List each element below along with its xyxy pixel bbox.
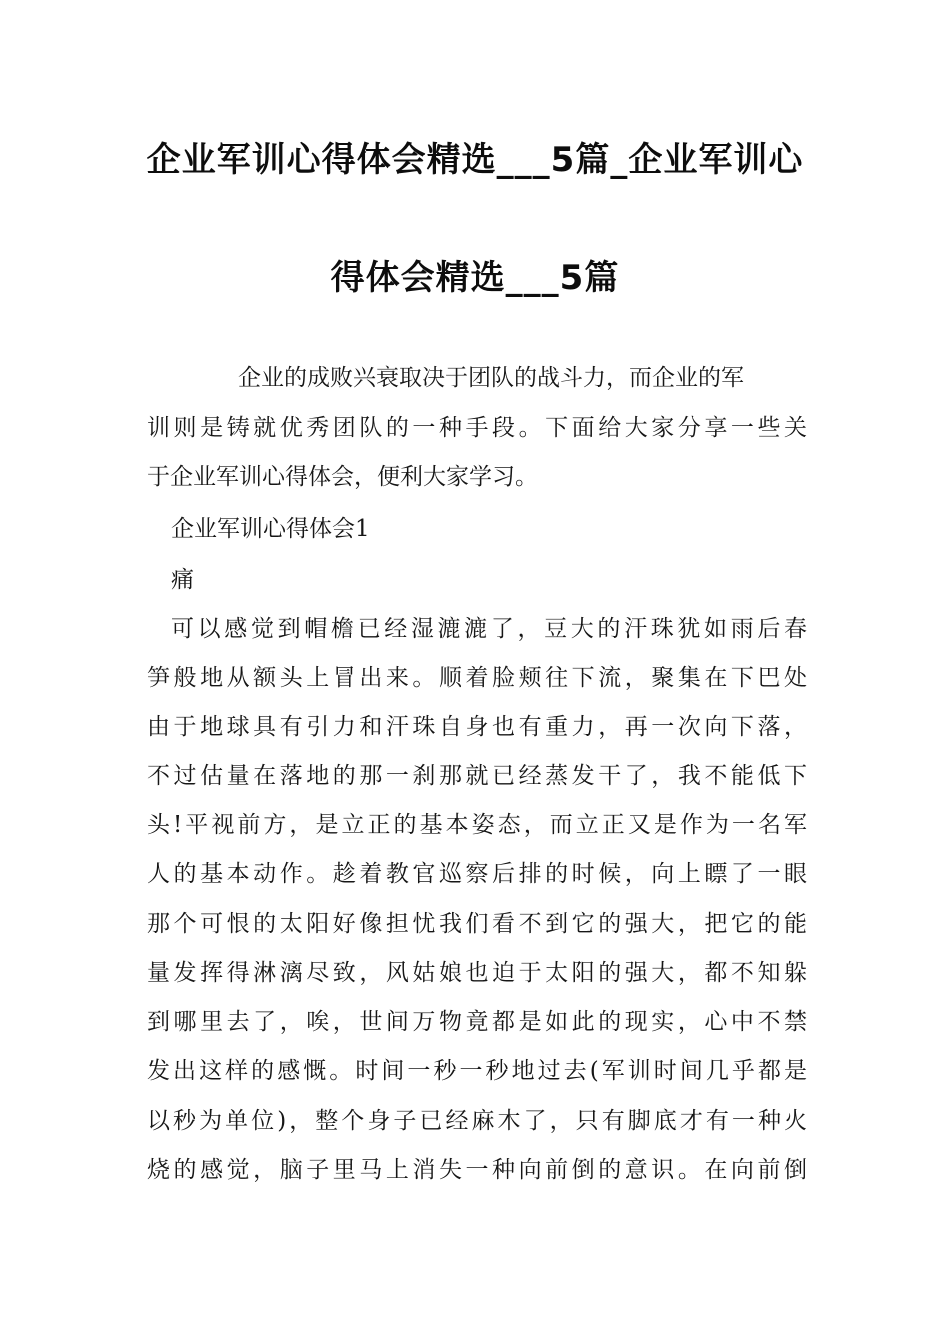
intro-line-2: 训则是铸就优秀团队的一种手段。下面给大家分享一些关 (147, 415, 807, 441)
body-line-1: 可以感觉到帽檐已经湿漉漉了，豆大的汗珠犹如雨后春 (171, 616, 807, 642)
body-line-6: 人的基本动作。趁着教官巡察后排的时候，向上瞟了一眼 (147, 861, 807, 887)
body-line-2: 笋般地从额头上冒出来。顺着脸颊往下流，聚集在下巴处 (147, 665, 807, 691)
first-word: 痛 (171, 567, 194, 593)
document-title-line-2: 得体会精选___5篇 (330, 258, 620, 298)
body-line-5: 头!平视前方，是立正的基本姿态，而立正又是作为一名军 (147, 812, 807, 838)
body-line-9: 到哪里去了，唉，世间万物竟都是如此的现实，心中不禁 (147, 1009, 807, 1035)
body-line-4: 不过估量在落地的那一刹那就已经蒸发干了，我不能低下 (147, 763, 807, 789)
intro-line-1: 企业的成败兴衰取决于团队的战斗力，而企业的军 (238, 365, 744, 391)
body-line-12: 烧的感觉，脑子里马上消失一种向前倒的意识。在向前倒 (147, 1157, 807, 1183)
intro-line-3: 于企业军训心得体会，便利大家学习。 (147, 464, 538, 490)
section-heading: 企业军训心得体会1 (171, 516, 370, 542)
body-line-11: 以秒为单位)，整个身子已经麻木了，只有脚底才有一种火 (147, 1108, 807, 1134)
body-line-7: 那个可恨的太阳好像担忧我们看不到它的强大，把它的能 (147, 911, 807, 937)
body-line-8: 量发挥得淋漓尽致，风姑娘也迫于太阳的强大，都不知躲 (147, 960, 807, 986)
document-title-line-1: 企业军训心得体会精选___5篇_企业军训心 (146, 140, 804, 180)
body-line-10: 发出这样的感慨。时间一秒一秒地过去(军训时间几乎都是 (147, 1058, 807, 1084)
body-line-3: 由于地球具有引力和汗珠自身也有重力，再一次向下落， (147, 714, 807, 740)
